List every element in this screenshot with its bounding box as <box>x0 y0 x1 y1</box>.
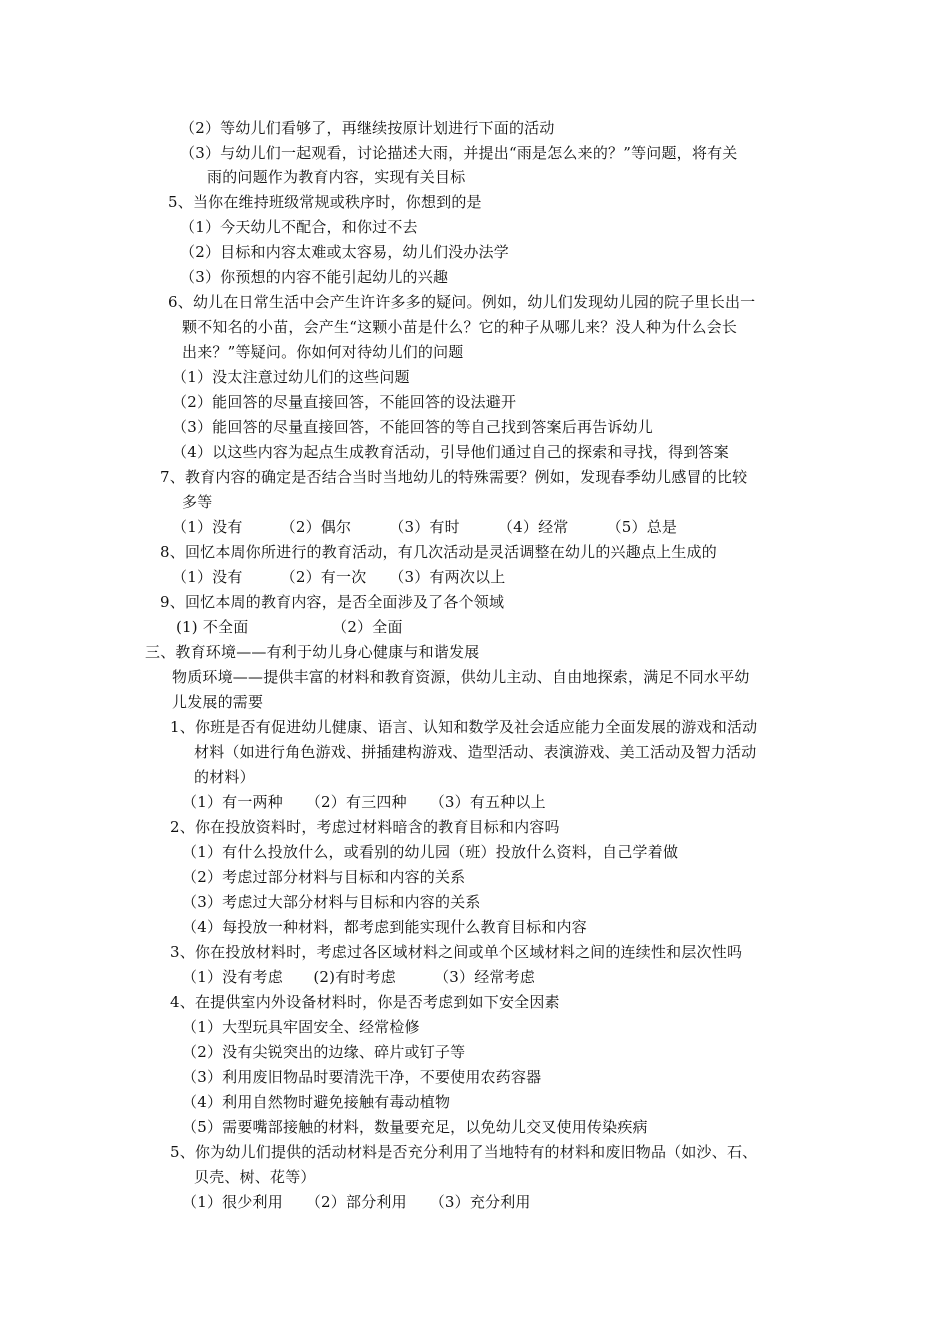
text-line: （1）没有 （2）偶尔 （3）有时 （4）经常 （5）总是 <box>172 518 678 536</box>
text-line: （1）今天幼儿不配合，和你过不去 <box>180 218 418 236</box>
text-line: （3）你预想的内容不能引起幼儿的兴趣 <box>180 268 449 286</box>
text-line: （3）考虑过大部分材料与目标和内容的关系 <box>182 893 481 911</box>
text-line: 的材料） <box>194 768 255 786</box>
text-line: 雨的问题作为教育内容，实现有关目标 <box>207 168 466 186</box>
text-line: （3）利用废旧物品时要清洗干净，不要使用农药容器 <box>182 1068 542 1086</box>
question-heading: 7、教育内容的确定是否结合当时当地幼儿的特殊需要？例如，发现春季幼儿感冒的比较 <box>160 468 748 486</box>
text-line: （2）考虑过部分材料与目标和内容的关系 <box>182 868 466 886</box>
question-heading: 1、你班是否有促进幼儿健康、语言、认知和数学及社会适应能力全面发展的游戏和活动 <box>170 718 758 736</box>
text-line: （1）没有考虑 (2)有时考虑 （3）经常考虑 <box>182 968 536 986</box>
text-line: （3）与幼儿们一起观看，讨论描述大雨，并提出“雨是怎么来的？”等问题，将有关 <box>180 144 738 162</box>
text-line: 儿发展的需要 <box>172 693 264 711</box>
question-heading: 5、你为幼儿们提供的活动材料是否充分利用了当地特有的材料和废旧物品（如沙、石、 <box>170 1143 758 1161</box>
text-line: （2）目标和内容太难或太容易，幼儿们没办法学 <box>180 243 509 261</box>
text-line: 多等 <box>182 493 213 511</box>
text-line: 物质环境——提供丰富的材料和教育资源，供幼儿主动、自由地探索，满足不同水平幼 <box>172 668 750 686</box>
text-line: （2）能回答的尽量直接回答，不能回答的设法避开 <box>172 393 517 411</box>
text-line: （3）能回答的尽量直接回答，不能回答的等自己找到答案后再告诉幼儿 <box>172 418 653 436</box>
text-line: （4）利用自然物时避免接触有毒动植物 <box>182 1093 451 1111</box>
text-line: 出来？”等疑问。你如何对待幼儿们的问题 <box>182 343 464 361</box>
question-heading: 4、在提供室内外设备材料时，你是否考虑到如下安全因素 <box>170 993 560 1011</box>
text-line: （2）没有尖锐突出的边缘、碎片或钉子等 <box>182 1043 466 1061</box>
question-heading: 8、回忆本周你所进行的教育活动，有几次活动是灵活调整在幼儿的兴趣点上生成的 <box>160 543 717 561</box>
question-heading: 2、你在投放资料时，考虑过材料暗含的教育目标和内容吗 <box>170 818 560 836</box>
question-heading: 6、幼儿在日常生活中会产生许许多多的疑问。例如，幼儿们发现幼儿园的院子里长出一 <box>168 293 756 311</box>
text-line: (1) 不全面 （2）全面 <box>176 618 403 636</box>
text-line: （1）有一两种 （2）有三四种 （3）有五种以上 <box>182 793 546 811</box>
section-heading: 三、教育环境——有利于幼儿身心健康与和谐发展 <box>145 643 480 661</box>
text-line: （5）需要嘴部接触的材料，数量要充足，以免幼儿交叉使用传染疾病 <box>182 1118 648 1136</box>
question-heading: 5、当你在维持班级常规或秩序时，你想到的是 <box>168 193 482 211</box>
text-line: 贝壳、树、花等） <box>194 1168 316 1186</box>
text-line: （1）很少利用 （2）部分利用 （3）充分利用 <box>182 1193 531 1211</box>
text-line: 颗不知名的小苗，会产生“这颗小苗是什么？它的种子从哪儿来？没人种为什么会长 <box>182 318 738 336</box>
text-line: 材料（如进行角色游戏、拼插建构游戏、造型活动、表演游戏、美工活动及智力活动 <box>194 743 757 761</box>
question-heading: 3、你在投放材料时，考虑过各区域材料之间或单个区域材料之间的连续性和层次性吗 <box>170 943 743 961</box>
question-heading: 9、回忆本周的教育内容，是否全面涉及了各个领域 <box>160 593 505 611</box>
text-line: （1）没有 （2）有一次 （3）有两次以上 <box>172 568 506 586</box>
text-line: （1）有什么投放什么，或看别的幼儿园（班）投放什么资料，自己学着做 <box>182 843 679 861</box>
text-line: （1）大型玩具牢固安全、经常检修 <box>182 1018 420 1036</box>
text-line: （4）以这些内容为起点生成教育活动，引导他们通过自己的探索和寻找，得到答案 <box>172 443 729 461</box>
text-line: （4）每投放一种材料，都考虑到能实现什么教育目标和内容 <box>182 918 587 936</box>
text-line: （1）没太注意过幼儿们的这些问题 <box>172 368 410 386</box>
text-line: （2）等幼儿们看够了，再继续按原计划进行下面的活动 <box>180 119 555 137</box>
